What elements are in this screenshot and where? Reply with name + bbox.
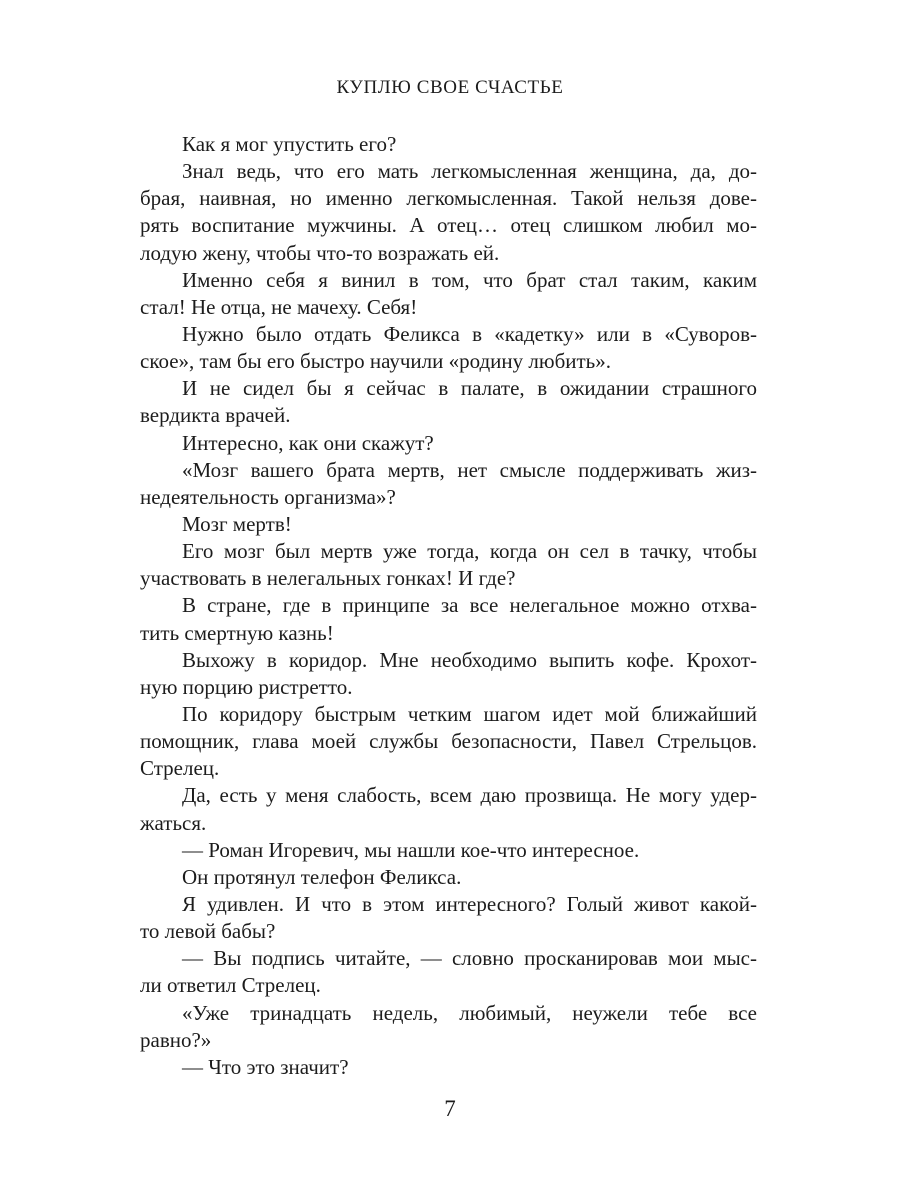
text-line: брая, наивная, но именно легкомысленная. Такой нельзя дове-: [140, 186, 757, 211]
text-line: стал! Не отца, не мачеху. Себя!: [140, 294, 418, 319]
text-line: Интересно, как они скажут?: [182, 430, 434, 455]
text-line: Мозг мертв!: [182, 511, 292, 536]
text-line: Его мозг был мертв уже тогда, когда он сел в тачку, чтобы: [182, 539, 757, 564]
text-line: Я удивлен. И что в этом интересного? Голый живот какой-: [182, 891, 757, 916]
text-line: тить смертную казнь!: [140, 620, 334, 645]
text-line: лодую жену, чтобы что-то возражать ей.: [140, 240, 500, 265]
text-line: Нужно было отдать Феликса в «кадетку» или в «Суворов-: [182, 321, 757, 346]
text-line: «Мозг вашего брата мертв, нет смысле поддерживать жиз-: [182, 457, 757, 482]
text-line: Да, есть у меня слабость, всем даю прозвища. Не могу удер-: [182, 783, 757, 808]
text-line: — Что это значит?: [182, 1054, 349, 1079]
text-line: Именно себя я винил в том, что брат стал таким, каким: [182, 267, 757, 292]
text-line: равно?»: [140, 1027, 212, 1052]
text-line: Как я мог упустить его?: [182, 132, 397, 156]
text-line: По коридору быстрым четким шагом идет мой ближайший: [182, 701, 757, 726]
text-line: Стрелец.: [140, 756, 220, 781]
text-line: участвовать в нелегальных гонках! И где?: [140, 566, 516, 591]
text-line: ную порцию ристретто.: [140, 674, 353, 699]
text-line: то левой бабы?: [140, 919, 276, 944]
text-line: — Вы подпись читайте, — словно просканировав мои мыс-: [182, 946, 757, 971]
running-head: КУПЛЮ СВОЕ СЧАСТЬЕ: [336, 77, 564, 98]
text-line: рять воспитание мужчины. А отец… отец слишком любил мо-: [140, 213, 757, 238]
text-line: ское», там бы его быстро научили «родину любить».: [140, 349, 611, 374]
page-number: 7: [444, 1096, 456, 1121]
text-line: — Роман Игоревич, мы нашли кое-что интересное.: [182, 837, 640, 862]
text-line: помощник, глава моей службы безопасности, Павел Стрельцов.: [140, 729, 757, 754]
text-line: Знал ведь, что его мать легкомысленная женщина, да, до-: [182, 159, 757, 184]
text-line: В стране, где в принципе за все нелегальное можно отхва-: [182, 593, 757, 618]
text-line: жаться.: [140, 810, 207, 835]
text-line: Выхожу в коридор. Мне необходимо выпить кофе. Крохот-: [182, 647, 757, 672]
text-line: вердикта врачей.: [140, 403, 291, 428]
text-line: недеятельность организма»?: [140, 484, 396, 509]
text-line: «Уже тринадцать недель, любимый, неужели тебе все: [182, 1000, 757, 1025]
text-line: ли ответил Стрелец.: [140, 973, 321, 998]
page-body: [140, 131, 757, 1081]
text-line: Он протянул телефон Феликса.: [182, 864, 462, 889]
text-line: И не сидел бы я сейчас в палате, в ожидании страшного: [182, 376, 757, 401]
